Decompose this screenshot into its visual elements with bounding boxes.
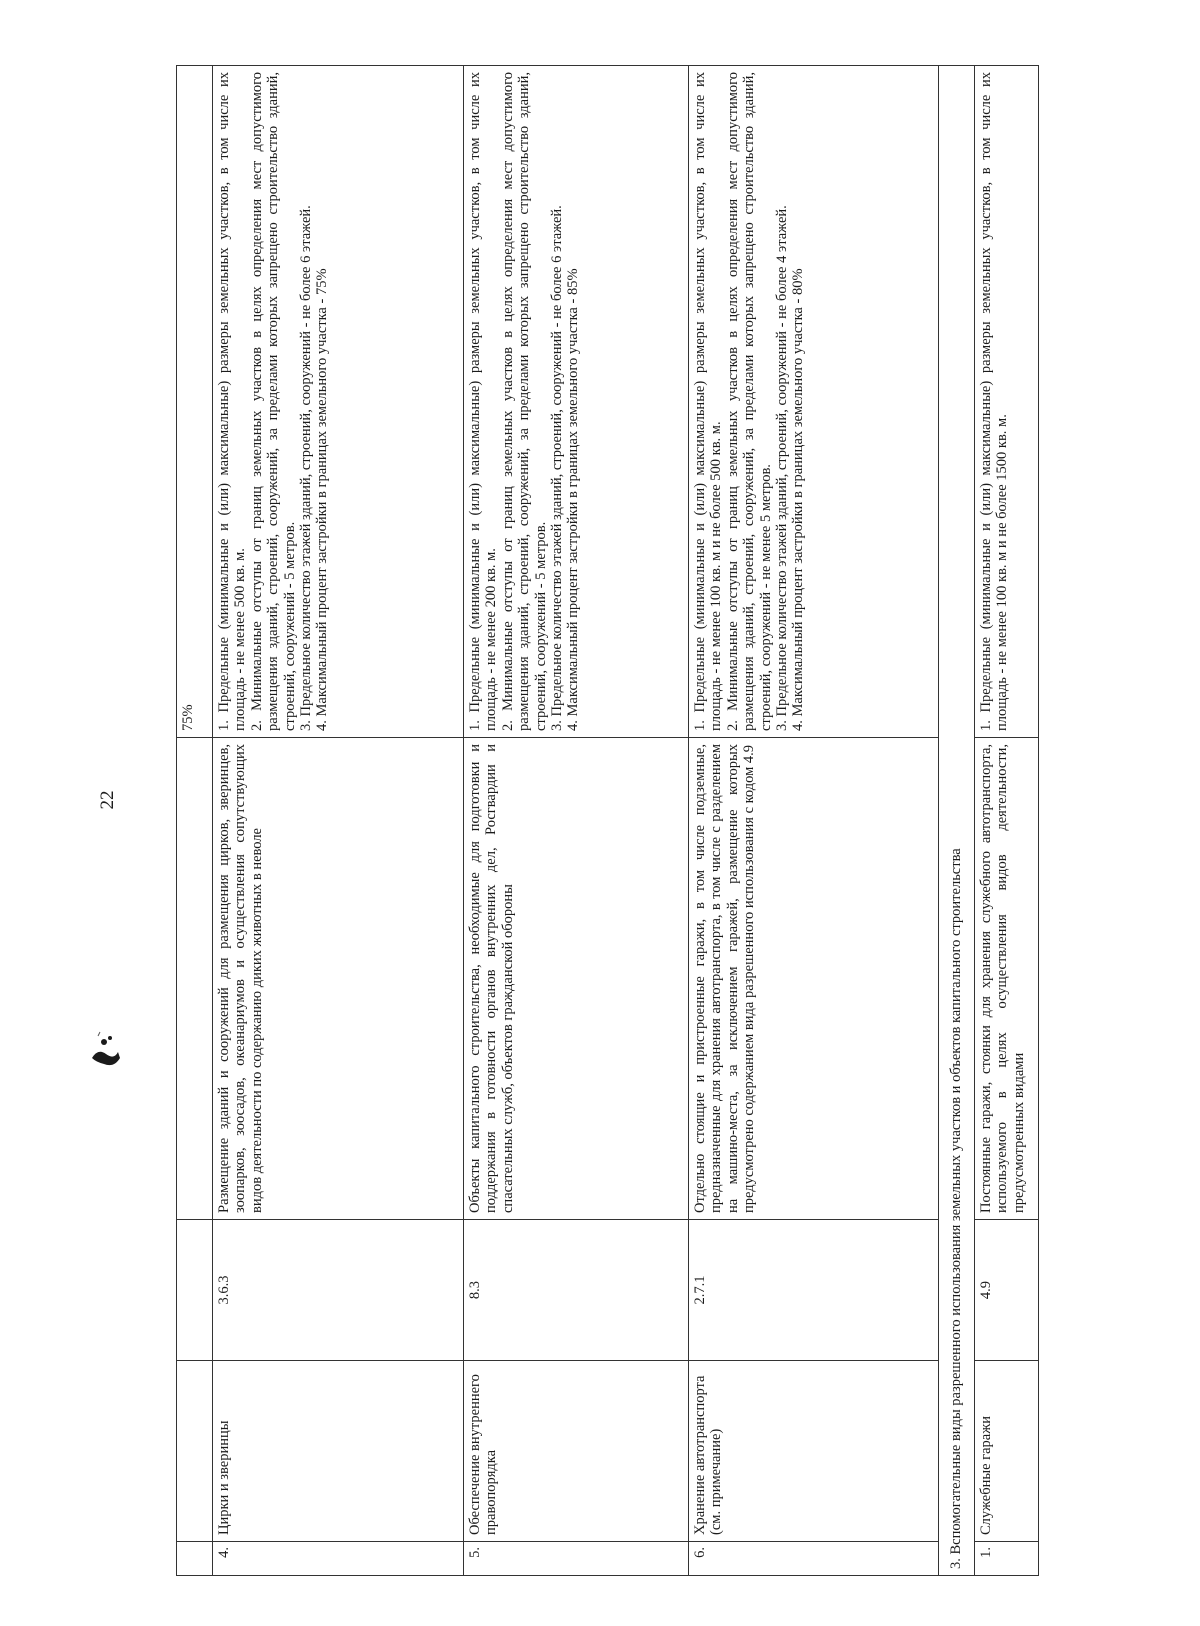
code-cell: 3.6.3 [213, 1220, 464, 1361]
description-cell: Размещение зданий и сооружений для размещения цирков, зверинцев, зоопарков, зоосадов, океанариумов и осуществления сопутствующих видов деятельности по содержанию диких животных в неволе [213, 738, 464, 1220]
param-line: 4. Максимальный процент застройки в границах земельного участка - 75% [314, 268, 331, 731]
code-cell: 4.9 [975, 1220, 1039, 1361]
name-cell: Обеспечение внутреннего правопорядка [464, 1361, 689, 1542]
rotated-table-wrapper [176, 66, 1038, 1576]
section-header-row [939, 66, 975, 1576]
page-number: 22 [97, 790, 118, 810]
param-line: 3. Предельное количество этажей зданий, строений, сооружений - не более 6 этажей. [548, 205, 565, 731]
code-cell [177, 1220, 213, 1361]
param-line: 3. Предельное количество этажей зданий, строений, сооружений - не более 6 этажей. [297, 205, 314, 731]
params-cell: 75% [177, 66, 213, 738]
table-row [464, 66, 689, 1576]
num-cell: 5. [464, 1542, 689, 1576]
param-line: 3. Предельное количество этажей зданий, строений, сооружений - не более 4 этажей. [773, 205, 790, 731]
num-cell: 6. [689, 1542, 939, 1576]
param-line: 2. Минимальные отступы от границ земельных участков в целях определения мест допустимого размещения зданий, строений, сооружений, за пределами которых запрещено строительство зданий, строений, сооружений - 5 метров. [248, 72, 298, 731]
name-cell: Хранение автотранспорта (см. примечание) [689, 1361, 939, 1542]
code-cell: 2.7.1 [689, 1220, 939, 1361]
param-line: 1. Предельные (минимальные и (или) максимальные) размеры земельных участков, в том числе их площадь - не менее 200 кв. м. [467, 72, 500, 731]
zoning-table [176, 65, 1039, 1576]
description-cell: Постоянные гаражи, стоянки для хранения служебного автотранспорта, используемого в целях осуществления видов деятельности, предусмотренных видами [975, 738, 1039, 1220]
table-row [689, 66, 939, 1576]
table-row [975, 66, 1039, 1576]
params-cell: 1. Предельные (минимальные и (или) максимальные) размеры земельных участков, в том числе их площадь - не менее 100 кв. м и не более 1500 кв. м. [975, 66, 1039, 738]
num-cell [177, 1542, 213, 1576]
params-cell [689, 66, 939, 738]
name-cell [177, 1361, 213, 1542]
description-cell [177, 738, 213, 1220]
params-cell [464, 66, 689, 738]
num-cell: 1. [975, 1542, 1039, 1576]
table-row [213, 66, 464, 1576]
description-cell: Отдельно стоящие и пристроенные гаражи, в том числе подземные, предназначенные для хранения автотранспорта, в том числе с разделением на машино-места, за исключением гаражей, размещение которых предусмотрено содержанием вида разрешенного использования с кодом 4.9 [689, 738, 939, 1220]
ink-smudge-mark [84, 1028, 124, 1078]
section-header: 3. Вспомогательные виды разрешенного использования земельных участков и объектов капитального строительства [939, 66, 975, 1576]
param-line: 1. Предельные (минимальные и (или) максимальные) размеры земельных участков, в том числе их площадь - не менее 100 кв. м и не более 500 кв. м. [692, 72, 725, 731]
table-row [177, 66, 213, 1576]
name-cell: Цирки и зверинцы [213, 1361, 464, 1542]
description-cell: Объекты капитального строительства, необходимые для подготовки и поддержания в готовности органов внутренних дел, Росгвардии и спасательных служб, объектов гражданской обороны [464, 738, 689, 1220]
code-cell: 8.3 [464, 1220, 689, 1361]
name-cell: Служебные гаражи [975, 1361, 1039, 1542]
params-cell [213, 66, 464, 738]
param-line: 2. Минимальные отступы от границ земельных участков в целях определения мест допустимого размещения зданий, строений, сооружений, за пределами которых запрещено строительство зданий, строений, сооружений - не менее 5 метров. [724, 72, 774, 731]
param-line: 4. Максимальный процент застройки в границах земельного участка - 85% [565, 268, 582, 731]
param-line: 4. Максимальный процент застройки в границах земельного участка - 80% [790, 268, 807, 731]
param-line: 1. Предельные (минимальные и (или) максимальные) размеры земельных участков, в том числе их площадь - не менее 500 кв. м. [216, 72, 249, 731]
param-line: 2. Минимальные отступы от границ земельных участков в целях определения мест допустимого размещения зданий, строений, сооружений, за пределами которых запрещено строительство зданий, строений, сооружений - 5 метров. [499, 72, 549, 731]
num-cell: 4. [213, 1542, 464, 1576]
